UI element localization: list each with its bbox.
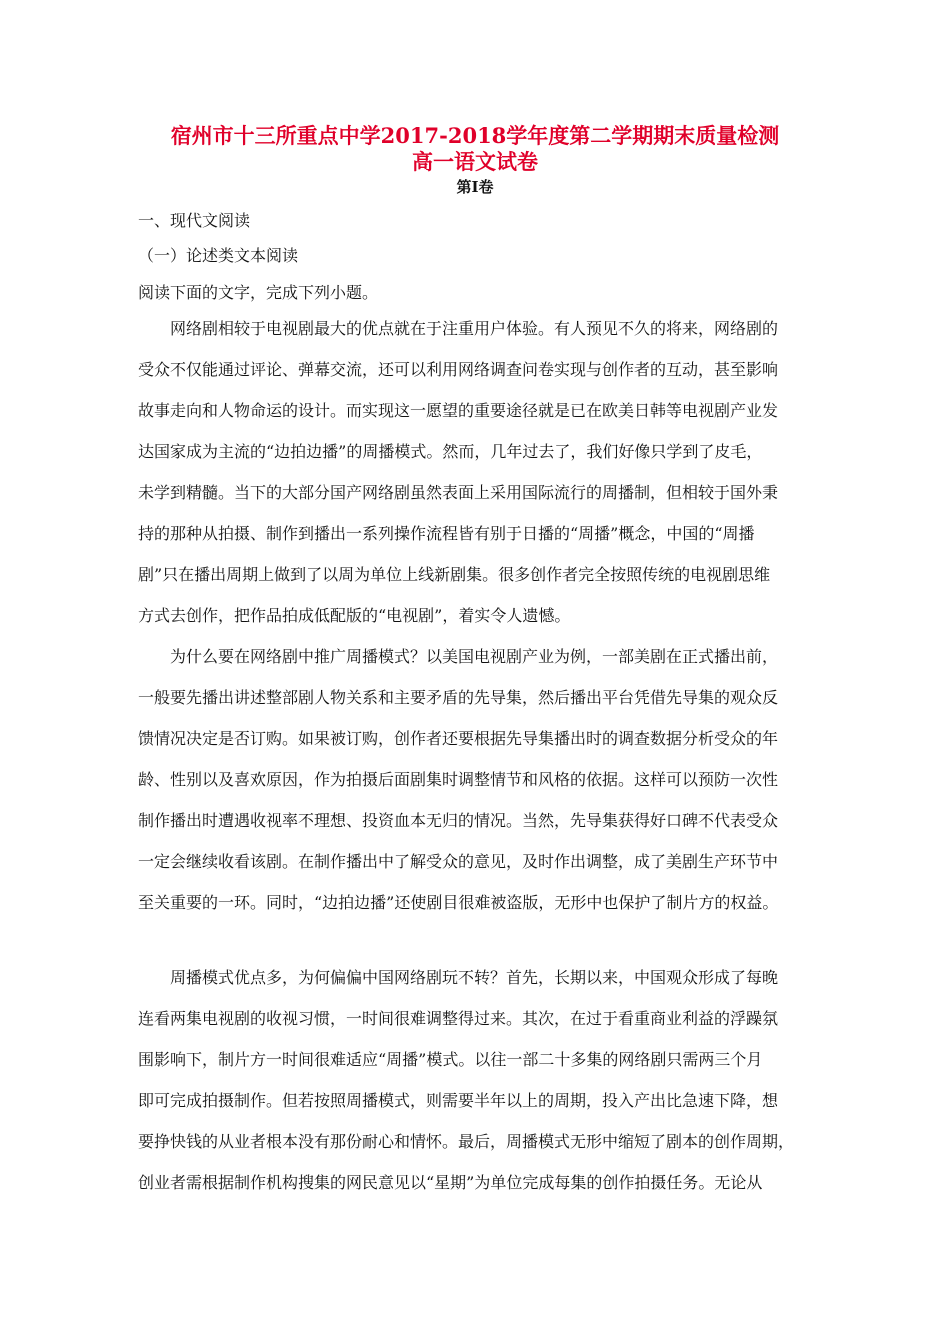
paragraph-line: 一般要先播出讲述整部剧人物关系和主要矛盾的先导集，然后播出平台凭借先导集的观众反 [138, 688, 779, 707]
paragraph-line: 持的那种从拍摄、制作到播出一系列操作流程皆有别于日播的“周播”概念，中国的“周播 [138, 524, 755, 543]
paragraph-line: 为什么要在网络剧中推广周播模式？以美国电视剧产业为例，一部美剧在正式播出前， [170, 647, 779, 666]
paragraph-line: 即可完成拍摄制作。但若按照周播模式，则需要半年以上的周期，投入产出比急速下降，想 [138, 1091, 779, 1110]
paragraph-line: 网络剧相较于电视剧最大的优点就在于注重用户体验。有人预见不久的将来，网络剧的 [170, 319, 779, 338]
paragraph-line: 剧”只在播出周期上做到了以周为单位上线新剧集。很多创作者完全按照传统的电视剧思维 [138, 565, 771, 584]
paragraph-line: 围影响下，制片方一时间很难适应“周播”模式。以往一部二十多集的网络剧只需两三个月 [138, 1050, 763, 1069]
paragraph-line: 制作播出时遭遇收视率不理想、投资血本无归的情况。当然，先导集获得好口碑不代表受众 [138, 811, 779, 830]
volume-label: 第I卷 [456, 178, 494, 196]
paragraph-line: 要挣快钱的从业者根本没有那份耐心和情怀。最后，周播模式无形中缩短了剧本的创作周期， [138, 1132, 795, 1151]
paragraph-line: 周播模式优点多，为何偏偏中国网络剧玩不转？首先，长期以来，中国观众形成了每晚 [170, 968, 779, 987]
paragraph-line: 达国家成为主流的“边拍边播”的周播模式。然而，几年过去了，我们好像只学到了皮毛， [138, 442, 763, 461]
paragraph-line: 未学到精髓。当下的大部分国产网络剧虽然表面上采用国际流行的周播制，但相较于国外秉 [138, 483, 779, 502]
section-heading: 一、现代文阅读 [138, 211, 251, 230]
paragraph-line: 连看两集电视剧的收视习惯，一时间很难调整得过来。其次，在过于看重商业利益的浮躁氛 [138, 1009, 779, 1028]
section-subheading: （一）论述类文本阅读 [138, 246, 299, 265]
document-subtitle: 高一语文试卷 [412, 149, 538, 174]
paragraph-line: 至关重要的一环。同时，“边拍边播”还使剧目很难被盗版，无形中也保护了制片方的权益。 [138, 893, 779, 912]
document-title: 宿州市十三所重点中学2017-2018学年度第二学期期末质量检测 [170, 123, 780, 148]
paragraph-line: 故事走向和人物命运的设计。而实现这一愿望的重要途径就是已在欧美日韩等电视剧产业发 [138, 401, 779, 420]
paragraph-line: 龄、性别以及喜欢原因，作为拍摄后面剧集时调整情节和风格的依据。这样可以预防一次性 [138, 770, 779, 789]
paragraph-line: 方式去创作，把作品拍成低配版的“电视剧”，着实令人遗憾。 [138, 606, 571, 625]
paragraph-line: 创业者需根据制作机构搜集的网民意见以“星期”为单位完成每集的创作拍摄任务。无论从 [138, 1173, 763, 1192]
paragraph-line: 受众不仅能通过评论、弹幕交流，还可以利用网络调查问卷实现与创作者的互动，甚至影响 [138, 360, 779, 379]
instruction-text: 阅读下面的文字，完成下列小题。 [138, 283, 379, 302]
paragraph-line: 馈情况决定是否订购。如果被订购，创作者还要根据先导集播出时的调查数据分析受众的年 [138, 729, 779, 748]
paragraph-line: 一定会继续收看该剧。在制作播出中了解受众的意见，及时作出调整，成了美剧生产环节中 [138, 852, 779, 871]
